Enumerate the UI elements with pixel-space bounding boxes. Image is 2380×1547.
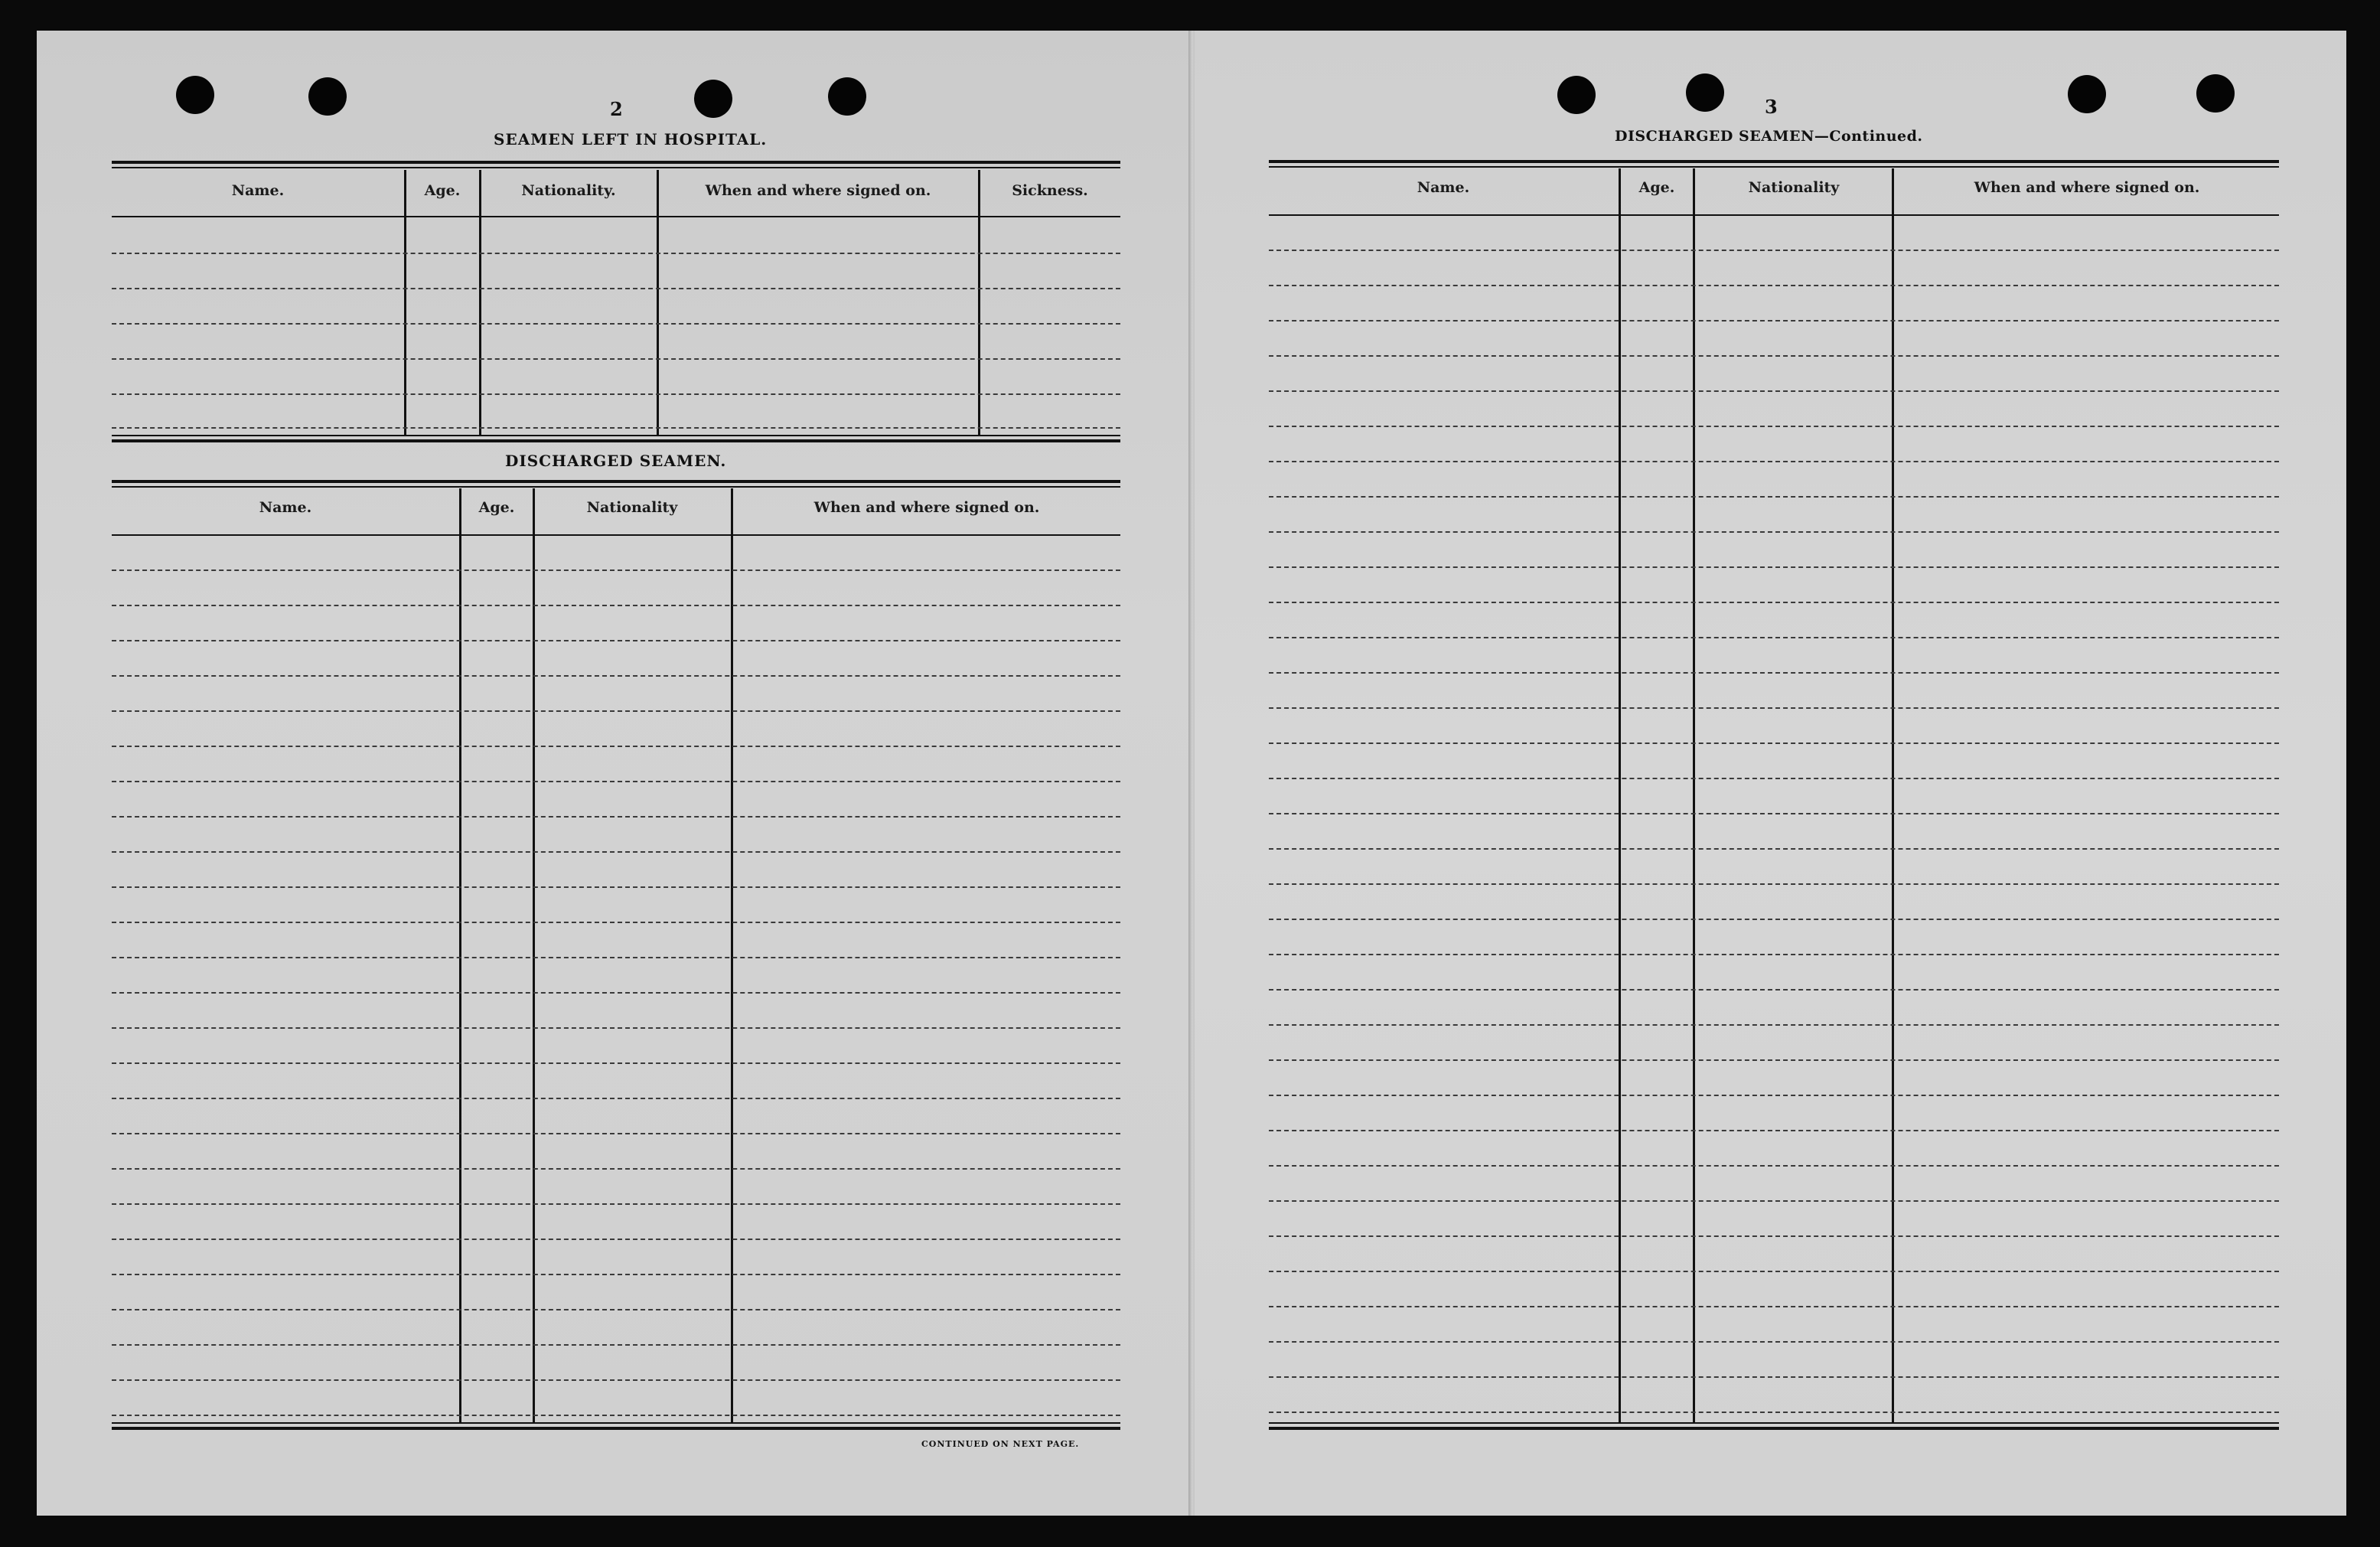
page-number-right: 3 [1765, 96, 1778, 118]
right-top-rule [1269, 160, 2279, 163]
discharged-top-rule [112, 480, 1120, 483]
punch-hole [2068, 75, 2106, 113]
right-row-line [1269, 426, 2279, 427]
hospital-top-rule [112, 161, 1120, 164]
hospital-col-name: Name. [231, 182, 285, 199]
hospital-row-line [112, 427, 1120, 429]
right-row-line [1269, 461, 2279, 462]
hospital-col-divider [404, 170, 406, 435]
right-col-nationality: Nationality [1748, 179, 1840, 196]
discharged-bottom-rule [112, 1422, 1120, 1424]
right-row-line [1269, 848, 2279, 850]
punch-hole [308, 77, 347, 116]
right-row-line [1269, 742, 2279, 744]
right-row-line [1269, 285, 2279, 286]
right-row-line [1269, 989, 2279, 991]
punch-hole [1557, 76, 1596, 114]
discharged-row-line [112, 1027, 1120, 1029]
hospital-row-line [112, 253, 1120, 254]
hospital-col-sickness: Sickness. [1012, 182, 1088, 199]
discharged-col-nationality: Nationality [586, 499, 678, 516]
right-row-line [1269, 250, 2279, 251]
right-top-rule-thin [1269, 166, 2279, 168]
right-row-line [1269, 919, 2279, 920]
right-row-line [1269, 1341, 2279, 1343]
discharged-bottom-rule-thick [112, 1427, 1120, 1430]
discharged-col-age: Age. [478, 499, 515, 516]
right-row-line [1269, 954, 2279, 955]
hospital-top-rule-thin [112, 167, 1120, 168]
discharged-row-line [112, 746, 1120, 747]
hospital-col-nationality: Nationality. [521, 182, 616, 199]
right-row-line [1269, 1059, 2279, 1061]
discharged-row-line [112, 886, 1120, 888]
discharged-row-line [112, 1133, 1120, 1134]
right-row-line [1269, 566, 2279, 568]
hospital-row-line [112, 323, 1120, 325]
right-row-line [1269, 1024, 2279, 1026]
discharged-row-line [112, 1309, 1120, 1310]
hospital-row-line [112, 393, 1120, 395]
page-number-left: 2 [610, 98, 623, 120]
discharged-row-line [112, 1168, 1120, 1170]
discharged-row-line [112, 1098, 1120, 1099]
hospital-col-signed-on: When and where signed on. [705, 182, 931, 199]
discharged-row-line [112, 1379, 1120, 1381]
discharged-row-line [112, 851, 1120, 853]
discharged-row-line [112, 1239, 1120, 1240]
punch-hole [2196, 74, 2235, 113]
right-header-rule [1269, 214, 2279, 216]
hospital-header-rule [112, 216, 1120, 217]
right-row-line [1269, 1200, 2279, 1202]
discharged-header-rule [112, 534, 1120, 536]
right-row-line [1269, 355, 2279, 357]
discharged-row-line [112, 1062, 1120, 1064]
right-row-line [1269, 707, 2279, 709]
right-row-line [1269, 1235, 2279, 1237]
right-row-line [1269, 1165, 2279, 1167]
discharged-row-line [112, 922, 1120, 923]
discharged-row-line [112, 710, 1120, 712]
right-row-line [1269, 496, 2279, 498]
right-row-line [1269, 390, 2279, 392]
discharged-row-line [112, 570, 1120, 571]
hospital-col-age: Age. [424, 182, 461, 199]
right-col-age: Age. [1638, 179, 1675, 196]
discharged-col-divider [533, 488, 535, 1422]
discharged-row-line [112, 992, 1120, 994]
right-row-line [1269, 883, 2279, 885]
hospital-bottom-rule-thick [112, 439, 1120, 442]
right-row-line [1269, 320, 2279, 321]
discharged-top-rule-thin [112, 486, 1120, 488]
discharged-row-line [112, 1344, 1120, 1346]
right-row-line [1269, 778, 2279, 779]
right-row-line [1269, 1376, 2279, 1378]
right-col-name: Name. [1417, 179, 1470, 196]
hospital-col-divider [657, 170, 659, 435]
discharged-row-line [112, 640, 1120, 641]
punch-hole [1686, 73, 1724, 112]
hospital-col-divider [479, 170, 481, 435]
continued-note: CONTINUED ON NEXT PAGE. [921, 1439, 1080, 1449]
right-row-line [1269, 1271, 2279, 1272]
hospital-section-title: SEAMEN LEFT IN HOSPITAL. [494, 130, 768, 148]
right-row-line [1269, 1095, 2279, 1096]
discharged-row-line [112, 1203, 1120, 1205]
right-col-signed-on: When and where signed on. [1974, 179, 2200, 196]
page-fold [1188, 31, 1195, 1516]
right-page [1191, 31, 2346, 1516]
discharged-col-name: Name. [259, 499, 312, 516]
punch-hole [828, 77, 866, 116]
right-row-line [1269, 602, 2279, 603]
discharged-row-line [112, 957, 1120, 958]
right-row-line [1269, 813, 2279, 814]
right-row-line [1269, 531, 2279, 533]
discharged-col-divider [459, 488, 461, 1422]
right-row-line [1269, 1412, 2279, 1413]
discharged-row-line [112, 675, 1120, 677]
right-row-line [1269, 1306, 2279, 1307]
hospital-bottom-rule [112, 435, 1120, 436]
discharged-row-line [112, 605, 1120, 606]
punch-hole [176, 76, 214, 114]
discharged-row-line [112, 1415, 1120, 1416]
discharged-row-line [112, 1274, 1120, 1275]
hospital-col-divider [978, 170, 980, 435]
right-row-line [1269, 637, 2279, 638]
discharged-row-line [112, 816, 1120, 818]
discharged-continued-title: DISCHARGED SEAMEN—Continued. [1615, 128, 1923, 145]
discharged-section-title: DISCHARGED SEAMEN. [505, 452, 727, 470]
discharged-col-divider [731, 488, 733, 1422]
right-row-line [1269, 672, 2279, 674]
right-bottom-rule [1269, 1422, 2279, 1424]
hospital-row-line [112, 288, 1120, 289]
hospital-row-line [112, 358, 1120, 360]
right-row-line [1269, 1130, 2279, 1131]
punch-hole [694, 80, 732, 118]
right-bottom-rule-thick [1269, 1427, 2279, 1430]
discharged-row-line [112, 781, 1120, 782]
discharged-col-signed-on: When and where signed on. [813, 499, 1040, 516]
